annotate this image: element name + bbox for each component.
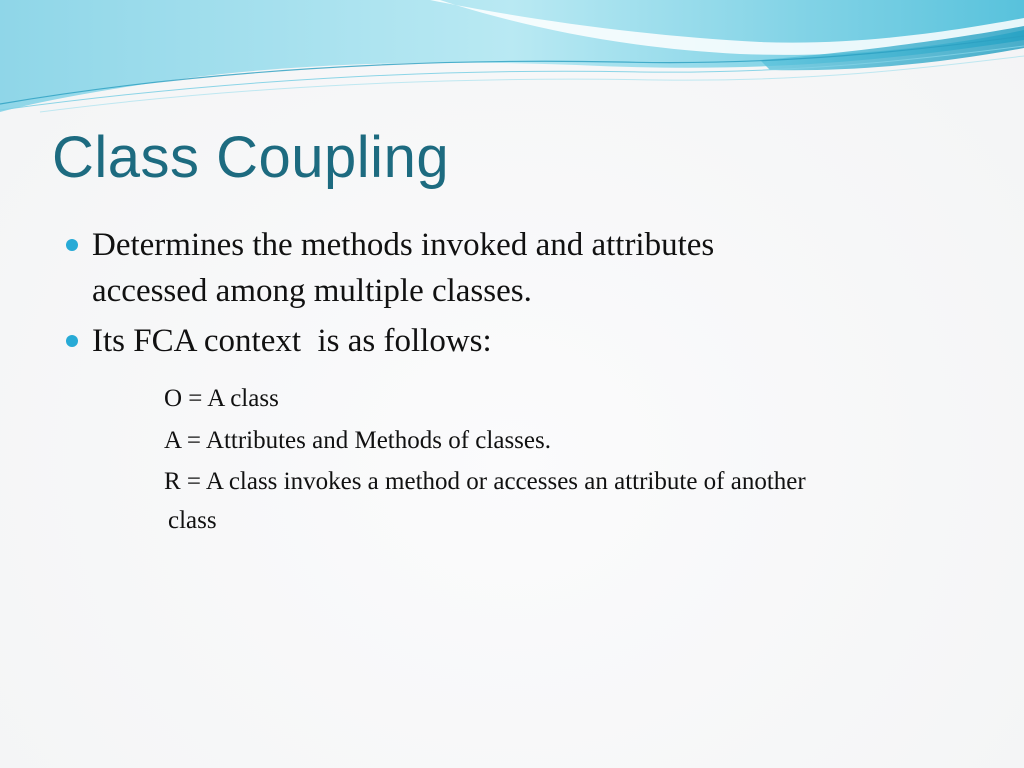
definition-objects: O = A class <box>164 385 279 412</box>
bullet-list <box>62 222 962 368</box>
definition-relation-continued: class <box>168 507 217 534</box>
bullet-item <box>62 318 962 364</box>
fca-definitions <box>164 378 806 540</box>
bullet-dot-icon <box>66 239 78 251</box>
definition-attributes: A = Attributes and Methods of classes. <box>164 427 551 454</box>
bullet-text-line: Determines the methods invoked and attributes <box>92 227 715 263</box>
definition-relation: R = A class invokes a method or accesses an attribute of another <box>164 468 806 495</box>
bullet-text-line: accessed among multiple classes. <box>92 273 532 309</box>
slide-title: Class Coupling <box>52 125 450 190</box>
bullet-dot-icon <box>66 335 78 347</box>
header-wave-decoration <box>0 0 1024 130</box>
bullet-item <box>62 222 962 314</box>
bullet-text-line: Its FCA context is as follows: <box>92 323 492 359</box>
